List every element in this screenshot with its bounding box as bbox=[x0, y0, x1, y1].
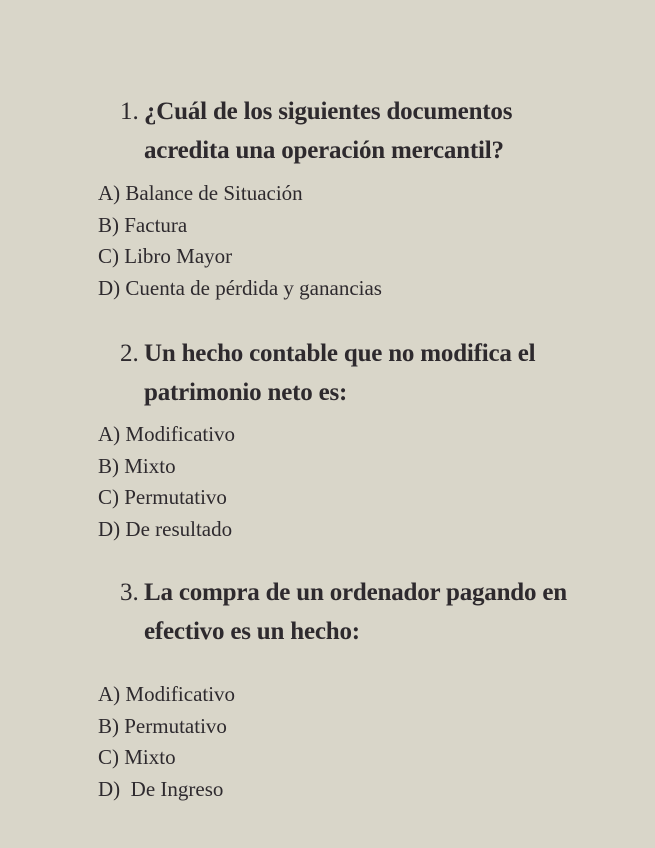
option-a: A) Modificativo bbox=[98, 682, 236, 706]
question-text: La compra de un ordenador pagando en efectivo es un hecho: bbox=[144, 579, 567, 645]
option-b: B) Mixto bbox=[98, 453, 176, 478]
question-text: ¿Cuál de los siguientes documentos acredita una operación mercantil? bbox=[144, 98, 513, 164]
question-number: 3. bbox=[120, 579, 139, 606]
question-number: 1. bbox=[120, 98, 139, 125]
option-c: C) Mixto bbox=[98, 745, 176, 769]
question-number: 2. bbox=[120, 340, 139, 367]
option-d: D) Cuenta de pérdida y ganancias bbox=[98, 275, 382, 300]
question-text: Un hecho contable que no modifica el patrimonio neto es: bbox=[144, 340, 536, 406]
option-list bbox=[98, 419, 598, 545]
option-a: A) Balance de Situación bbox=[98, 181, 303, 205]
option-list bbox=[98, 178, 598, 304]
option-c: C) Permutativo bbox=[98, 485, 227, 509]
option-c: C) Libro Mayor bbox=[98, 244, 233, 268]
option-b: B) Permutativo bbox=[98, 713, 227, 738]
option-d: D) De Ingreso bbox=[98, 776, 224, 801]
option-b: B) Factura bbox=[98, 212, 188, 237]
option-list bbox=[98, 679, 598, 805]
option-d: D) De resultado bbox=[98, 516, 233, 541]
option-a: A) Modificativo bbox=[98, 422, 236, 446]
